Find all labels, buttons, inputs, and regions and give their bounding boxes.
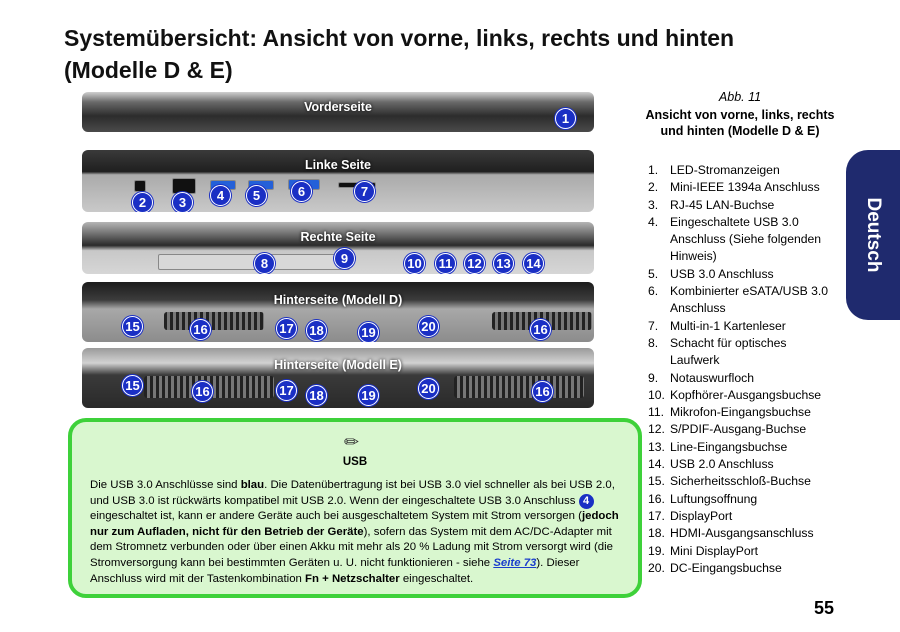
callout-7: 7 — [354, 181, 375, 202]
callout-20: 20 — [418, 316, 439, 337]
legend-item: 18. HDMI-Ausgangsanschluss — [648, 526, 814, 541]
callout-16: 16 — [190, 319, 211, 340]
callout-8: 8 — [254, 253, 275, 274]
rear-view-d-label: Hinterseite (Modell D) — [273, 293, 403, 307]
callout-17: 17 — [276, 380, 297, 401]
figure-title: Ansicht von vorne, links, rechts und hinten (Modelle D & E) — [645, 108, 835, 138]
right-view-image — [82, 222, 594, 274]
rear-view-e-image — [82, 348, 594, 408]
legend-item: 17. DisplayPort — [648, 508, 733, 523]
note-body: Die USB 3.0 Anschlüsse sind blau. Die Datenübertragung ist bei USB 3.0 viel schneller als bei USB 2.0, und USB 3.0 ist rückwärts kompatibel mit USB 2.0. Wenn der eingeschaltete USB 3.0 Anschluss 4 eingeschaltet ist, kann er andere Geräte auch bei ausgeschaltetem System mit Strom versorgen (jedoch nur zum Aufladen, nicht für den Betrieb der Geräte), sofern das System mit dem AC/DC-Adapter mit dem Stromnetz verbunden oder über einen Akku mit mehr als 20 % Ladung mit Strom versorgt wird (die Stromversorgung kann bei bestimmten Geräten u. U. nicht funktionieren - siehe Seite 73). Dieser Anschluss wird mit der Tastenkombination Fn + Netzschalter eingeschaltet. — [90, 479, 619, 585]
legend-item: 14. USB 2.0 Anschluss — [648, 457, 774, 472]
figure-number: Abb. 11 — [718, 90, 762, 104]
legend-item: 7. Multi-in-1 Kartenleser — [648, 318, 786, 333]
callout-3: 3 — [172, 192, 193, 212]
callout-16b: 16 — [532, 381, 553, 402]
port-legend — [648, 162, 838, 577]
legend-item: 10. Kopfhörer-Ausgangsbuchse — [648, 387, 822, 402]
legend-item: 6. Kombinierter eSATA/USB 3.0 Anschluss — [648, 284, 829, 316]
callout-16b: 16 — [530, 319, 551, 340]
callout-15: 15 — [122, 316, 143, 337]
callout-19: 19 — [358, 385, 379, 406]
callout-19: 19 — [358, 322, 379, 342]
ieee1394-port — [134, 180, 146, 192]
right-view-label: Rechte Seite — [300, 230, 376, 244]
pencil-icon: ✏ — [344, 432, 360, 452]
figure-caption — [640, 90, 840, 139]
legend-item: 8. Schacht für optisches Laufwerk — [648, 335, 787, 368]
callout-11: 11 — [435, 253, 456, 274]
callout-9: 9 — [334, 248, 355, 269]
legend-item: 5. USB 3.0 Anschluss — [648, 266, 774, 281]
page-title: Systemübersicht: Ansicht von vorne, links, rechts und hinten (Modelle D & E) — [64, 25, 735, 83]
legend-item: 13. Line-Eingangsbuchse — [648, 439, 788, 454]
callout-1: 1 — [555, 108, 576, 129]
page-number: 55 — [814, 598, 835, 618]
callout-17: 17 — [276, 318, 297, 339]
callout-2: 2 — [132, 192, 153, 212]
legend-item: 4. Eingeschaltete USB 3.0 Anschluss (Siehe folgenden Hinweis) — [648, 214, 822, 264]
callout-15: 15 — [122, 375, 143, 396]
left-view-image — [82, 150, 594, 212]
legend-item: 12. S/PDIF-Ausgang-Buchse — [648, 422, 807, 437]
callout-20: 20 — [418, 378, 439, 399]
callout-14: 14 — [523, 253, 544, 274]
vent-right — [454, 376, 584, 398]
legend-item: 2. Mini-IEEE 1394a Anschluss — [648, 180, 820, 195]
callout-12: 12 — [464, 253, 485, 274]
legend-item: 15. Sicherheitsschloß-Buchse — [648, 474, 811, 489]
legend-item: 19. Mini DisplayPort — [648, 543, 759, 558]
rear-view-e-label: Hinterseite (Modell E) — [274, 358, 402, 372]
callout-6: 6 — [291, 181, 312, 202]
language-tab-label: Deutsch — [863, 197, 884, 273]
callout-13: 13 — [493, 253, 514, 274]
legend-item: 1. LED-Stromanzeigen — [648, 163, 780, 177]
callout-18: 18 — [306, 385, 327, 406]
inline-callout-4: 4 — [579, 494, 594, 509]
rear-view-d-image — [82, 282, 594, 342]
legend-item: 20. DC-Eingangsbuchse — [648, 560, 782, 575]
legend-item: 11. Mikrofon-Eingangsbuchse — [648, 405, 811, 420]
front-view-image — [82, 92, 594, 132]
legend-item: 9. Notauswurfloch — [648, 370, 754, 385]
callout-18: 18 — [306, 320, 327, 341]
language-tab — [846, 150, 900, 320]
legend-item: 16. Luftungsoffnung — [648, 491, 758, 506]
callout-5: 5 — [246, 185, 267, 206]
front-view-label: Vorderseite — [304, 100, 372, 114]
left-view-label: Linke Seite — [305, 158, 371, 172]
legend-item: 3. RJ-45 LAN-Buchse — [648, 197, 775, 212]
note-title: USB — [342, 456, 368, 468]
page-link[interactable]: Seite 73 — [493, 556, 537, 569]
callout-16: 16 — [192, 381, 213, 402]
usb-note-box — [68, 418, 642, 598]
vent-left — [164, 312, 264, 330]
callout-10: 10 — [404, 253, 425, 274]
callout-4: 4 — [210, 185, 231, 206]
